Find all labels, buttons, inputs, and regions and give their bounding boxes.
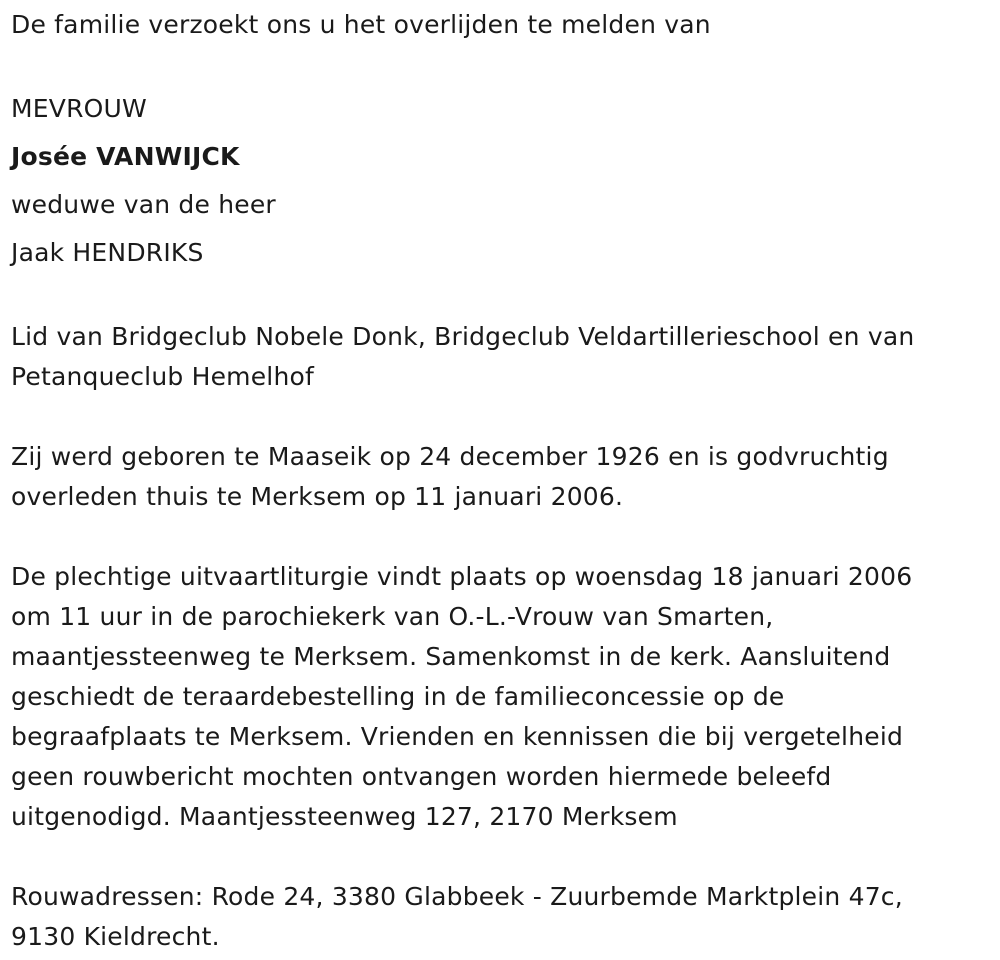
paragraph-line: De plechtige uitvaartliturgie vindt plaats op woensdag 18 januari 2006 [11, 562, 913, 591]
paragraph-line: Zij werd geboren te Maaseik op 24 december 1926 en is godvruchtig [11, 442, 889, 471]
paragraph-line: overleden thuis te Merksem op 11 januari 2006. [11, 482, 624, 511]
spacer [11, 517, 986, 557]
spacer [11, 397, 986, 437]
paragraph-line: Lid van Bridgeclub Nobele Donk, Bridgeclub Veldartillerieschool en van [11, 322, 915, 351]
addresses-paragraph [11, 877, 986, 957]
paragraph-line: geschiedt de teraardebestelling in de familieconcessie op de [11, 682, 785, 711]
paragraph-line: om 11 uur in de parochiekerk van O.-L.-Vrouw van Smarten, [11, 602, 774, 631]
membership-paragraph [11, 317, 986, 397]
birth-death-paragraph [11, 437, 986, 517]
funeral-paragraph [11, 557, 986, 837]
intro-text: De familie verzoekt ons u het overlijden te melden van [11, 10, 711, 39]
spacer [11, 277, 986, 317]
paragraph-line: geen rouwbericht mochten ontvangen worden hiermede beleefd [11, 762, 832, 791]
spacer [11, 45, 986, 85]
title-text: MEVROUW [11, 94, 147, 123]
widow-of-text: weduwe van de heer [11, 190, 276, 219]
death-notice [11, 5, 986, 957]
paragraph-line: 9130 Kieldrecht. [11, 922, 220, 951]
paragraph-line: begraafplaats te Merksem. Vrienden en kennissen die bij vergetelheid [11, 722, 904, 751]
spacer [11, 837, 986, 877]
spouse-name: Jaak HENDRIKS [11, 238, 204, 267]
paragraph-line: uitgenodigd. Maantjessteenweg 127, 2170 Merksem [11, 802, 678, 831]
deceased-name: Josée VANWIJCK [11, 142, 240, 171]
paragraph-line: Petanqueclub Hemelhof [11, 362, 314, 391]
paragraph-line: Rouwadressen: Rode 24, 3380 Glabbeek - Zuurbemde Marktplein 47c, [11, 882, 903, 911]
paragraph-line: maantjessteenweg te Merksem. Samenkomst in de kerk. Aansluitend [11, 642, 891, 671]
